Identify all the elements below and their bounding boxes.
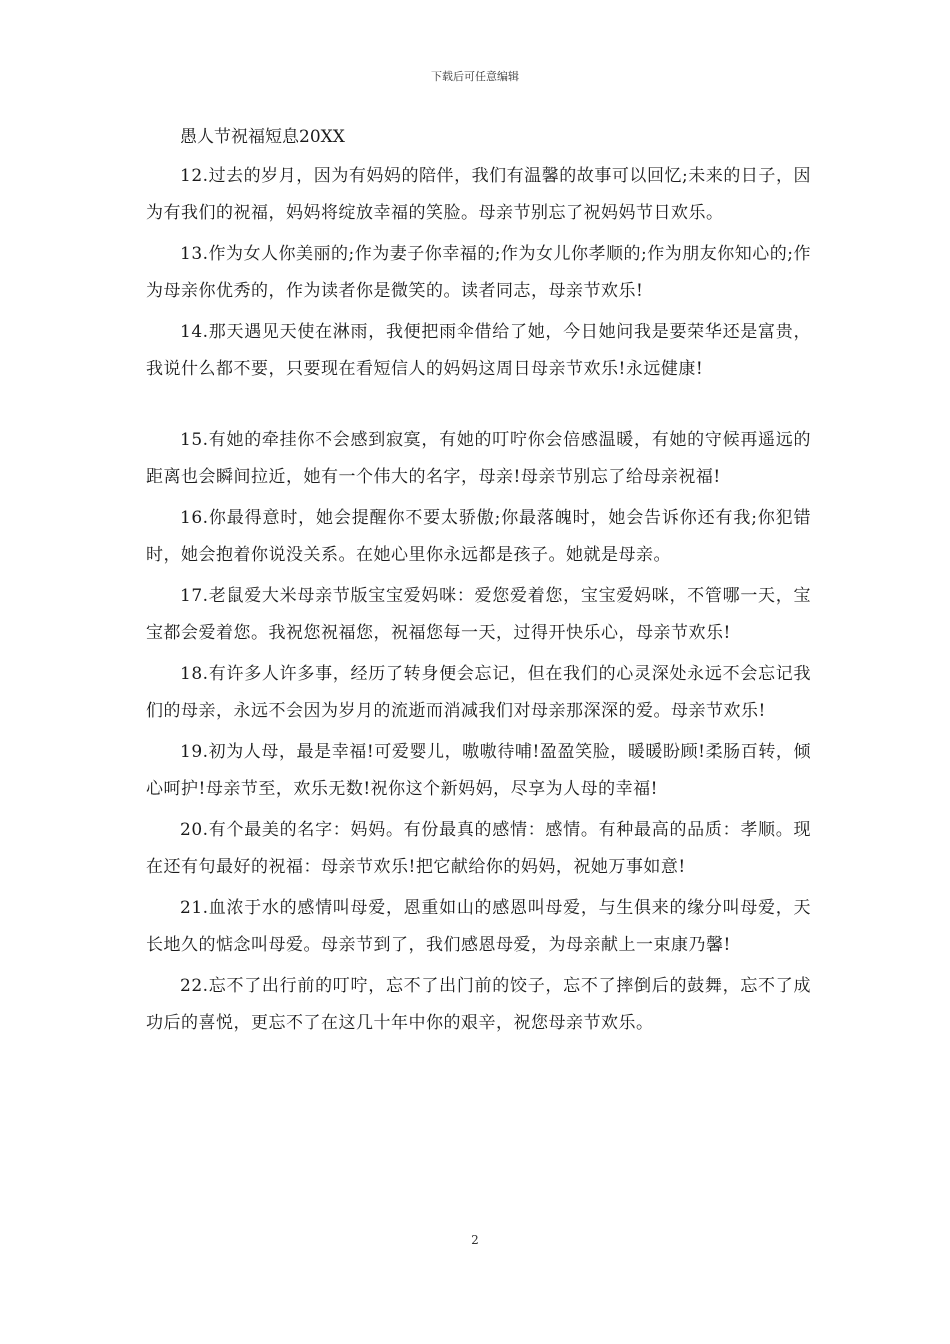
paragraph-19: 19.初为人母，最是幸福!可爱婴儿，嗷嗷待哺!盈盈笑脸，暖暖盼顾!柔肠百转，倾心呵护!母亲节至，欢乐无数!祝你这个新妈妈，尽享为人母的幸福! [146,742,811,799]
paragraph-21: 21.血浓于水的感情叫母爱，恩重如山的感恩叫母爱，与生俱来的缘分叫母爱，天长地久的惦念叫母爱。母亲节到了，我们感恩母爱，为母亲献上一束康乃馨! [146,898,811,955]
paragraph-20: 20.有个最美的名字：妈妈。有份最真的感情：感情。有种最高的品质：孝顺。现在还有句最好的祝福：母亲节欢乐!把它献给你的妈妈，祝她万事如意! [146,820,811,877]
paragraph-14: 14.那天遇见天使在淋雨，我便把雨伞借给了她，今日她问我是要荣华还是富贵，我说什么都不要，只要现在看短信人的妈妈这周日母亲节欢乐!永远健康! [146,322,811,379]
page-header: 下载后可任意编辑 [431,70,519,83]
paragraph-12: 12.过去的岁月，因为有妈妈的陪伴，我们有温馨的故事可以回忆;未来的日子，因为有我们的祝福，妈妈将绽放幸福的笑脸。母亲节别忘了祝妈妈节日欢乐。 [146,166,811,223]
document-title: 愚人节祝福短息20XX [180,127,345,147]
paragraph-22: 22.忘不了出行前的叮咛，忘不了出门前的饺子，忘不了摔倒后的鼓舞，忘不了成功后的喜悦，更忘不了在这几十年中你的艰辛，祝您母亲节欢乐。 [146,976,811,1033]
paragraph-17: 17.老鼠爱大米母亲节版宝宝爱妈咪：爱您爱着您，宝宝爱妈咪，不管哪一天，宝宝都会爱着您。我祝您祝福您，祝福您每一天，过得开快乐心，母亲节欢乐! [146,586,811,643]
paragraph-13: 13.作为女人你美丽的;作为妻子你幸福的;作为女儿你孝顺的;作为朋友你知心的;作为母亲你优秀的，作为读者你是微笑的。读者同志，母亲节欢乐! [146,244,811,301]
paragraph-15: 15.有她的牵挂你不会感到寂寞，有她的叮咛你会倍感温暖，有她的守候再遥远的距离也会瞬间拉近，她有一个伟大的名字，母亲!母亲节别忘了给母亲祝福! [146,430,811,487]
page-number: 2 [471,1233,479,1247]
paragraph-18: 18.有许多人许多事，经历了转身便会忘记，但在我们的心灵深处永远不会忘记我们的母亲，永远不会因为岁月的流逝而消减我们对母亲那深深的爱。母亲节欢乐! [146,664,811,721]
paragraph-16: 16.你最得意时，她会提醒你不要太骄傲;你最落魄时，她会告诉你还有我;你犯错时，她会抱着你说没关系。在她心里你永远都是孩子。她就是母亲。 [146,508,811,565]
document-body [146,122,811,1046]
